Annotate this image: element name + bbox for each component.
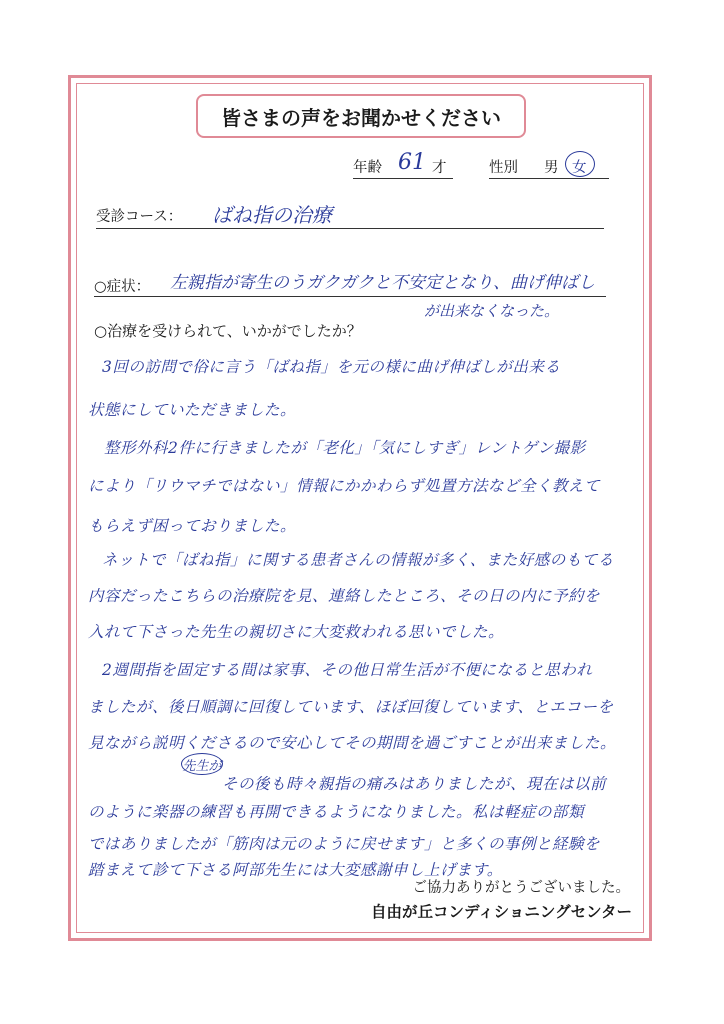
response-line: 踏まえて診て下さる阿部先生には大変感謝申し上げます。 xyxy=(88,861,503,879)
age-underline xyxy=(353,178,453,179)
symptom-underline xyxy=(94,296,606,297)
course-label: 受診コース： xyxy=(96,209,183,225)
response-line: 入れて下さった先生の親切さに大変救われる思いでした。 xyxy=(88,623,505,641)
response-line: 整形外科2件に行きましたが「老化」「気にしすぎ」レントゲン撮影 xyxy=(104,439,586,457)
response-line: ネットで「ばね指」に関する患者さんの情報が多く、また好感のもてる xyxy=(102,551,614,569)
symptom-value: 左親指が寄生のうガクガクと不安定となり、曲げ伸ばし xyxy=(170,273,595,293)
form-title: 皆さまの声をお聞かせください xyxy=(196,94,526,138)
response-line: その後も時々親指の痛みはありましたが、現在は以前 xyxy=(222,775,607,793)
response-line: ではありましたが「筋肉は元のように戻せます」と多くの事例と経験を xyxy=(88,835,601,853)
gender-underline xyxy=(489,178,609,179)
symptom-value-continued: が出来なくなった。 xyxy=(424,302,560,320)
response-line: 状態にしていただきました。 xyxy=(88,401,297,419)
age-value: 61 xyxy=(398,150,426,175)
symptom-label: ○症状： xyxy=(94,279,151,295)
organization-name: 自由が丘コンディショニングセンター xyxy=(370,903,632,921)
gender-male: 男 xyxy=(544,160,559,176)
response-line: ましたが、後日順調に回復しています、ほぼ回復しています、とエコーを xyxy=(88,698,614,716)
question-label: ○治療を受けられて、いかがでしたか？ xyxy=(94,322,362,340)
response-line: もらえず困っておりました。 xyxy=(88,517,297,535)
age-label: 年齢 xyxy=(353,160,382,176)
response-line: のように楽器の練習も再開できるようになりました。私は軽症の部類 xyxy=(88,803,585,821)
course-underline xyxy=(96,228,604,229)
thanks-message: ご協力ありがとうございました。 xyxy=(412,880,630,896)
gender-female: 女 xyxy=(572,160,587,176)
response-line: 内容だったこちらの治療院を見、連絡したところ、その日の内に予約を xyxy=(88,587,601,605)
response-line: 見ながら説明くださるので安心してその期間を過ごすことが出来ました。 xyxy=(88,734,617,752)
course-value: ばね指の治療 xyxy=(212,203,332,227)
inserted-note: 先生が xyxy=(181,753,223,775)
response-line: 3回の訪問で俗に言う「ばね指」を元の様に曲げ伸ばしが出来る xyxy=(102,358,561,376)
response-line: により「リウマチではない」情報にかかわらず処置方法など全く教えて xyxy=(88,477,601,495)
age-unit: 才 xyxy=(432,160,447,176)
response-line: 2週間指を固定する間は家事、その他日常生活が不便になると思われ xyxy=(102,661,593,679)
gender-label: 性別 xyxy=(489,160,518,176)
